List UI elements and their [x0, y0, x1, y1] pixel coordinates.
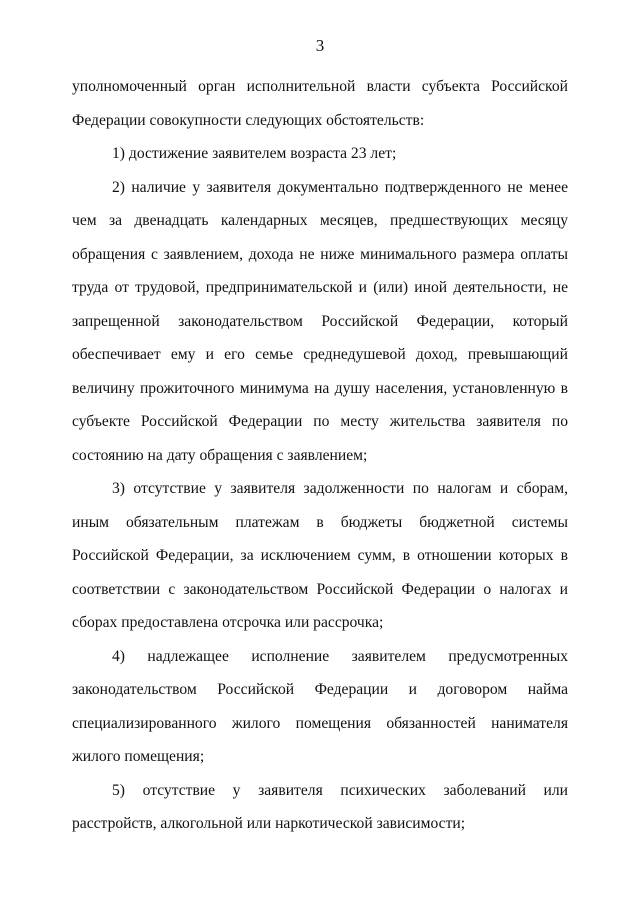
paragraph-item-5: 5) отсутствие у заявителя психических заболеваний или расстройств, алкогольной или наркотической зависимости;	[72, 781, 568, 832]
paragraph-item-1: 1) достижение заявителем возраста 23 лет;	[112, 145, 397, 162]
paragraph-intro: уполномоченный орган исполнительной власти субъекта Российской Федерации совокупности следующих обстоятельств:	[72, 78, 568, 129]
document-body	[72, 70, 568, 841]
page-number: 3	[315, 36, 325, 55]
paragraph-item-3: 3) отсутствие у заявителя задолженности по налогам и сборам, иным обязательным платежам в бюджеты бюджетной системы Российской Федерации, за исключением сумм, в отношении которых в соответствии с законодательством Российской Федерации о налогах и сборах предоставлена отсрочка или рассрочка;	[72, 480, 568, 631]
paragraph-item-4: 4) надлежащее исполнение заявителем предусмотренных законодательством Российской Федерации и договором найма специализированного жилого помещения обязанностей нанимателя жилого помещения;	[72, 647, 568, 765]
paragraph-item-2: 2) наличие у заявителя документально подтвержденного не менее чем за двенадцать календарных месяцев, предшествующих месяцу обращения с заявлением, дохода не ниже минимального размера оплаты труда от трудовой, предпринимательской и (или) иной деятельности, не запрещенной законодательством Российской Федерации, который обеспечивает ему и его семье среднедушевой доход, превышающий величину прожиточного минимума на душу населения, установленную в субъекте Российской Федерации по месту жительства заявителя по состоянию на дату обращения с заявлением;	[72, 178, 568, 464]
